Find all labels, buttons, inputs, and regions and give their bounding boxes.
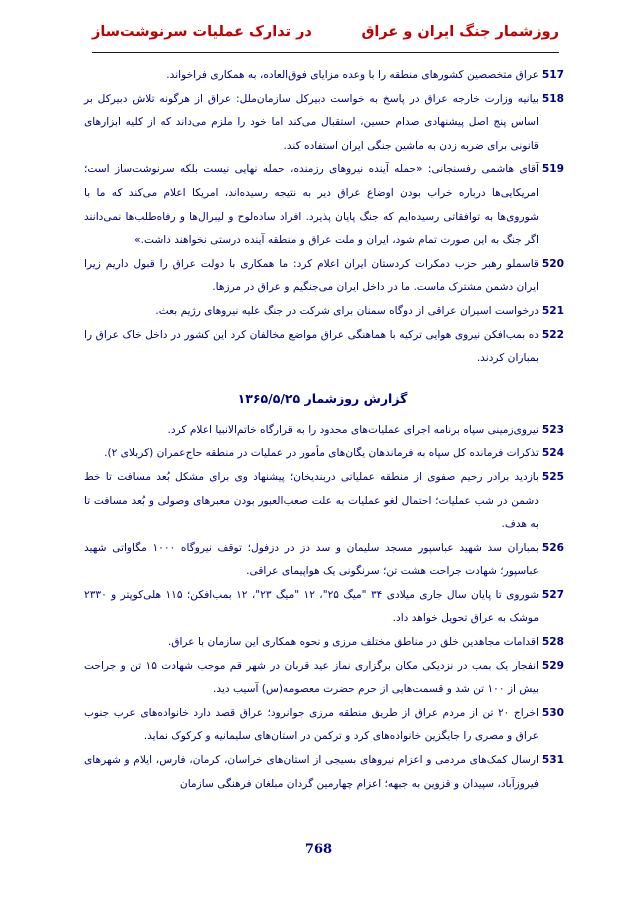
entry-number: 531 <box>541 754 564 767</box>
page-body <box>84 64 564 796</box>
entry-number: 530 <box>541 706 564 719</box>
entry-item <box>84 88 564 159</box>
entry-number: 525 <box>541 470 564 483</box>
entry-text: قاسملو رهبر حزب دمکرات کردستان ایران اعلام کرد: ما همکاری با دولت عراق را قبول داریم زیرا ایران دشمن مشترک ماست. ما در داخل ایران می‌جنگیم و عراق در مرزها. <box>84 257 539 294</box>
entries-before <box>84 64 564 371</box>
book-title: روزشمار جنگ ایران و عراق <box>361 24 559 40</box>
entry-text: آقای هاشمی رفسنجانی: «حمله آینده نیروهای رزمنده، حمله نهایی نیست بلکه سرنوشت‌ساز است؛ امریکایی‌ها درباره خراب بودن اوضاع عراق دیر به نتیجه رسیده‌اند، امریکا اعلام می‌کند که ما با شوروی‌ها به توافقاتی رسیده‌ایم که جنگ پایان پذیرد. افراد ساده‌لوح و لیبرال‌ها و رفاه‌طلب‌ها نمی‌دانند اگر جنگ به این صورت تمام شود، ایران و ملت عراق و منطقه آینده درستی نخواهند داشت.» <box>84 163 539 247</box>
entry-item <box>84 631 564 655</box>
entry-item <box>84 442 564 466</box>
entry-item <box>84 419 564 443</box>
entry-number: 517 <box>541 69 564 81</box>
entry-number: 527 <box>541 588 564 601</box>
entry-item <box>84 253 564 300</box>
entry-item <box>84 749 564 796</box>
entry-item <box>84 655 564 702</box>
entry-text: نیروی‌زمینی سپاه برنامه اجرای عملیات‌های محدود را به قرارگاه خاتم‌الانبیا اعلام کرد. <box>167 423 539 436</box>
entry-text: ارسال کمک‌های مردمی و اعزام نیروهای بسیجی از استان‌های خراسان، کرمان، فارس، ایلام و شهرهای فیروزآباد، سپیدان و قزوین به جبهه؛ اعزام چهارمین گردان مبلغان فرهنگی سازمان <box>84 754 539 790</box>
entry-item <box>84 300 564 324</box>
entry-number: 518 <box>541 92 564 105</box>
entry-text: اخراج ۲۰ تن از مردم عراق از طریق منطقه مرزی جوانرود؛ عراق قصد دارد خانواده‌های عرب جنوب عراق و مصری را جایگزین خانواده‌های کرد و ترکمن در استان‌های سلیمانیه و کرکوک نماید. <box>84 706 539 743</box>
entry-number: 520 <box>541 257 564 270</box>
entry-item <box>84 158 564 252</box>
entry-text: انفجار یک بمب در نزدیکی مکان برگزاری نماز عید قربان در شهر قم موجب شهادت ۱۵ تن و جراحت بیش از ۱۰۰ تن شد و قسمت‌هایی از حرم حضرت معصومه(س) آسیب دید. <box>84 659 539 696</box>
volume-title: در تدارک عملیات سرنوشت‌ساز <box>92 24 312 40</box>
entry-number: 524 <box>541 447 564 460</box>
entry-number: 523 <box>541 423 564 436</box>
entry-number: 521 <box>541 304 564 317</box>
running-header <box>92 24 559 58</box>
entry-item <box>84 466 564 537</box>
entry-text: شوروی تا پایان سال جاری میلادی ۳۴ "میگ ۲۵"، ۱۲ "میگ ۲۳"، ۱۲ بمب‌افکن؛ ۱۱۵ هلی‌کوپتر و ۲۳۳۰ موشک به عراق تحویل خواهد داد. <box>84 588 539 625</box>
page-number: 768 <box>304 842 333 857</box>
entry-number: 519 <box>541 163 564 176</box>
entry-item <box>84 537 564 584</box>
entry-text: بازدید برادر رحیم صفوی از منطقه عملیاتی دربندیخان؛ پیشنهاد وی برای مشکل بُعد مسافت تا خط دشمن در شب عملیات؛ احتمال لغو عملیات به علت صعب‌العبور بودن معبرهای وصولی و بُعد مسافت تا به هدف. <box>84 470 539 531</box>
entry-text: بیانیه وزارت خارجه عراق در پاسخ به خواست دبیرکل سازمان‌ملل: عراق از هرگونه تلاش دبیرکل بر اساس پنج اصل پیشنهادی صدام حسین، استقبال می‌کند اما خود را ملزم می‌داند که از کلیه ابزارهای قانونی برای ضربه زدن به ماشین جنگی ایران استفاده کند. <box>84 92 539 152</box>
entry-text: عراق متخصصین کشورهای منطقه را با وعده مزایای فوق‌العاده، به همکاری فراخواند. <box>166 69 539 81</box>
entry-text: تذکرات فرمانده کل سپاه به فرماندهان یگان‌های مأمور در عملیات در منطقه حاج‌عمران (کربلای ۲). <box>104 447 539 460</box>
entry-number: 528 <box>541 636 564 649</box>
entry-number: 522 <box>541 328 564 341</box>
header-divider <box>92 52 559 53</box>
entry-text: درخواست اسیران عراقی از دوگاه سمنان برای شرکت در جنگ علیه نیروهای رژیم بعث. <box>155 304 539 317</box>
entry-item <box>84 584 564 631</box>
entry-text: بمباران سد شهید عباسپور مسجد سلیمان و سد دز در دزفول؛ توقف نیروگاه ۱۰۰۰ مگاواتی شهید عباسپور؛ شهادت جراحت هشت تن؛ سرنگونی یک هواپیمای عراقی. <box>84 541 540 578</box>
entry-text: اقدامات مجاهدین خلق در مناطق مختلف مرزی و نحوه همکاری این سازمان با عراق. <box>167 636 539 649</box>
entry-number: 526 <box>541 541 564 554</box>
section-title: گزارش روزشمار ۱۳۶۵/۵/۲۵ <box>237 390 408 406</box>
entry-item <box>84 64 564 88</box>
entry-item <box>84 324 564 371</box>
entry-item <box>84 702 564 749</box>
entries-after <box>84 419 564 797</box>
entry-number: 529 <box>541 659 564 672</box>
entry-text: ده بمب‌افکن نیروی هوایی ترکیه با هماهنگی عراق مواضع مخالفان کرد این کشور در داخل خاک عراق را بمباران کردند. <box>84 328 539 365</box>
